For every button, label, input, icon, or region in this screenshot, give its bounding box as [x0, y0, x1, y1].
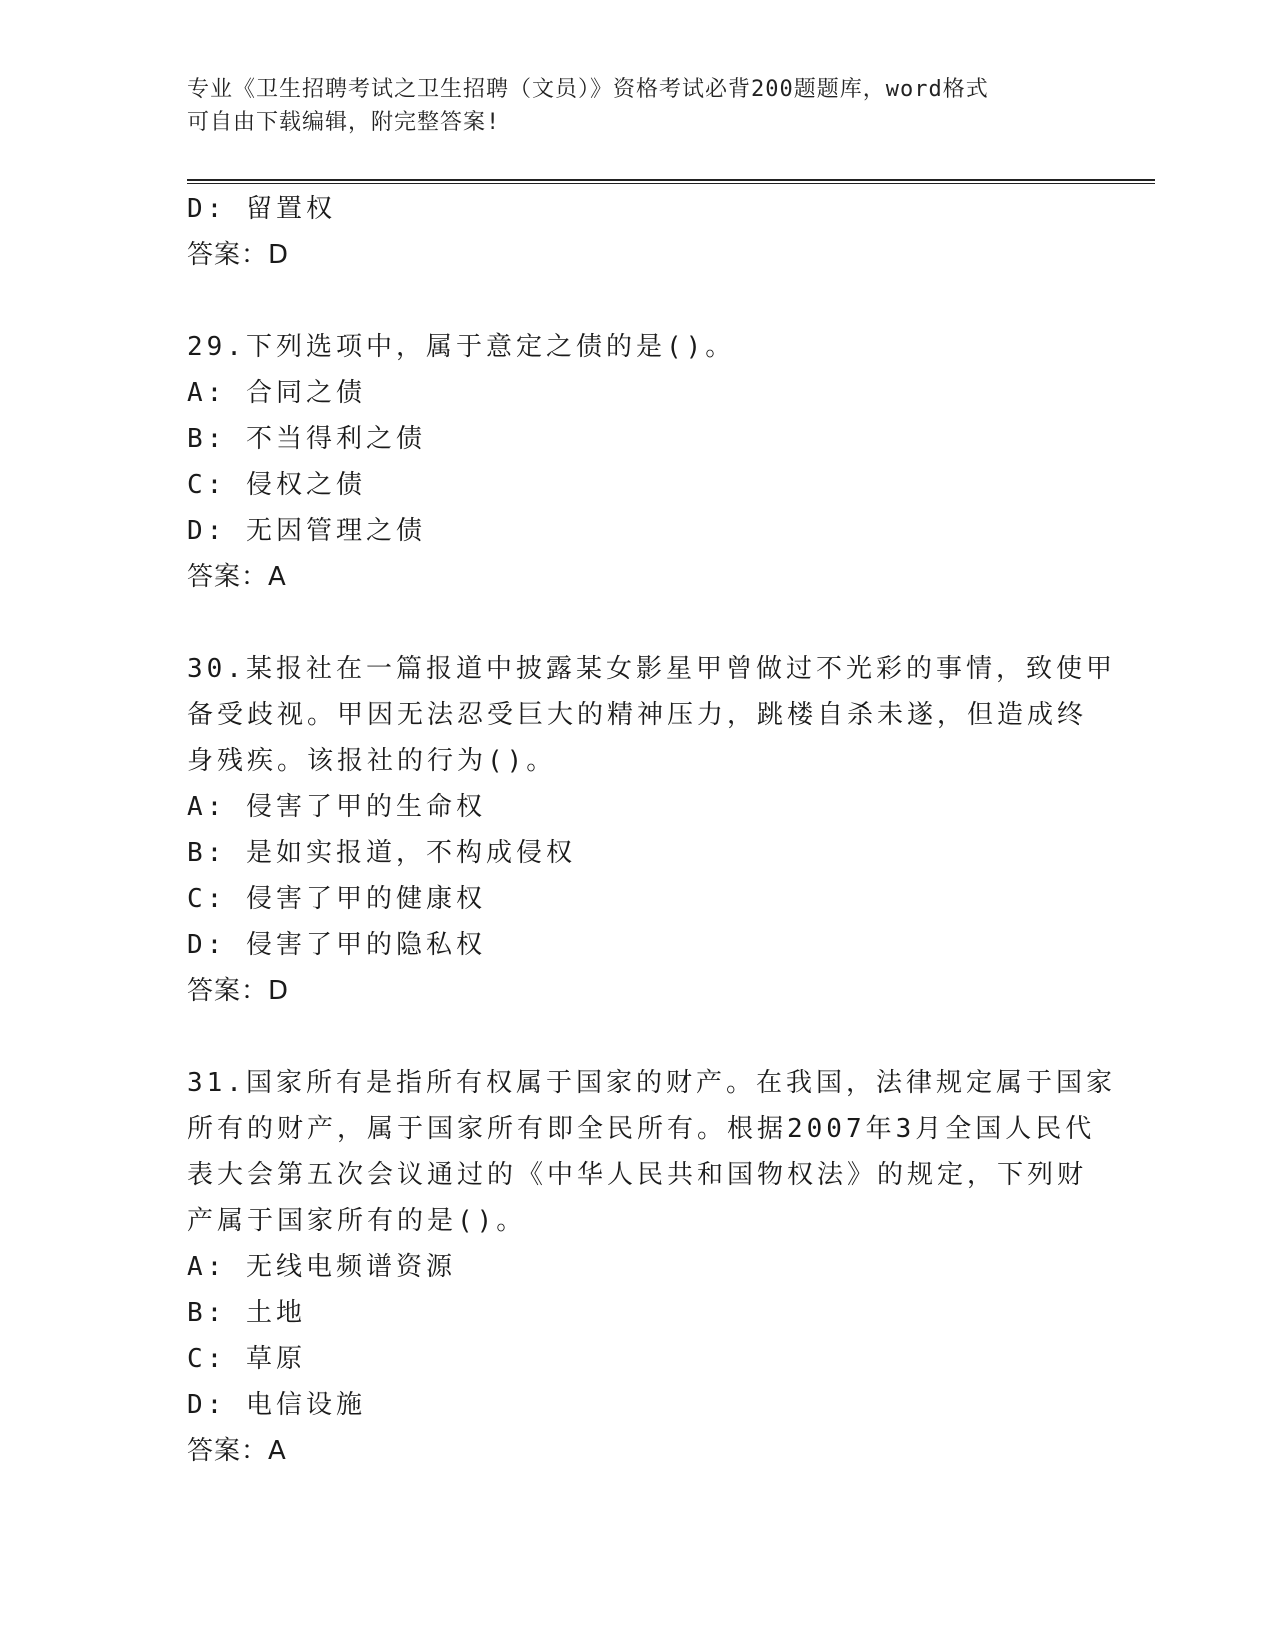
option-b: B: 是如实报道，不构成侵权: [187, 838, 576, 868]
answer-line: 答案：D: [187, 976, 290, 1006]
option-b: B: 土地: [187, 1298, 306, 1328]
option-c: C: 侵权之债: [187, 470, 366, 500]
option-d: D: 无因管理之债: [187, 516, 426, 546]
option-c: C: 侵害了甲的健康权: [187, 884, 486, 914]
question-stem-line-3: 表大会第五次会议通过的《中华人民共和国物权法》的规定，下列财: [187, 1160, 1088, 1190]
question-30: [187, 646, 1116, 1014]
option-d: D: 侵害了甲的隐私权: [187, 930, 486, 960]
question-29: [187, 324, 1087, 600]
option-a: A: 无线电频谱资源: [187, 1252, 456, 1282]
header-title-line-2: 可自由下载编辑，附完整答案!: [187, 110, 501, 135]
option-b: B: 不当得利之债: [187, 424, 426, 454]
answer-line: 答案：D: [187, 240, 290, 270]
option-d: D: 留置权: [187, 194, 336, 224]
option-a: A: 合同之债: [187, 378, 366, 408]
document-header: [187, 73, 1067, 139]
option-d: D: 电信设施: [187, 1390, 366, 1420]
option-a: A: 侵害了甲的生命权: [187, 792, 486, 822]
previous-question-tail: [187, 186, 1087, 278]
question-stem-line-1: 30.某报社在一篇报道中披露某女影星甲曾做过不光彩的事情，致使甲: [187, 654, 1116, 684]
question-stem-line-2: 所有的财产，属于国家所有即全民所有。根据2007年3月全国人民代: [187, 1114, 1096, 1144]
spacer: [187, 1014, 1087, 1060]
option-c: C: 草原: [187, 1344, 306, 1374]
question-stem-line-1: 31.国家所有是指所有权属于国家的财产。在我国，法律规定属于国家: [187, 1068, 1116, 1098]
spacer: [187, 278, 1087, 324]
question-list: [187, 186, 1116, 1474]
header-divider: [187, 179, 1155, 184]
question-stem-line-2: 备受歧视。甲因无法忍受巨大的精神压力，跳楼自杀未遂，但造成终: [187, 700, 1088, 730]
question-stem-line-4: 产属于国家所有的是()。: [187, 1206, 527, 1236]
question-31: [187, 1060, 1116, 1474]
question-stem: 29.下列选项中，属于意定之债的是()。: [187, 332, 736, 362]
answer-line: 答案：A: [187, 562, 287, 592]
answer-line: 答案：A: [187, 1436, 287, 1466]
spacer: [187, 600, 1087, 646]
header-title-line-1: 专业《卫生招聘考试之卫生招聘（文员）》资格考试必背200题题库，word格式: [187, 77, 989, 102]
question-stem-line-3: 身残疾。该报社的行为()。: [187, 746, 557, 776]
